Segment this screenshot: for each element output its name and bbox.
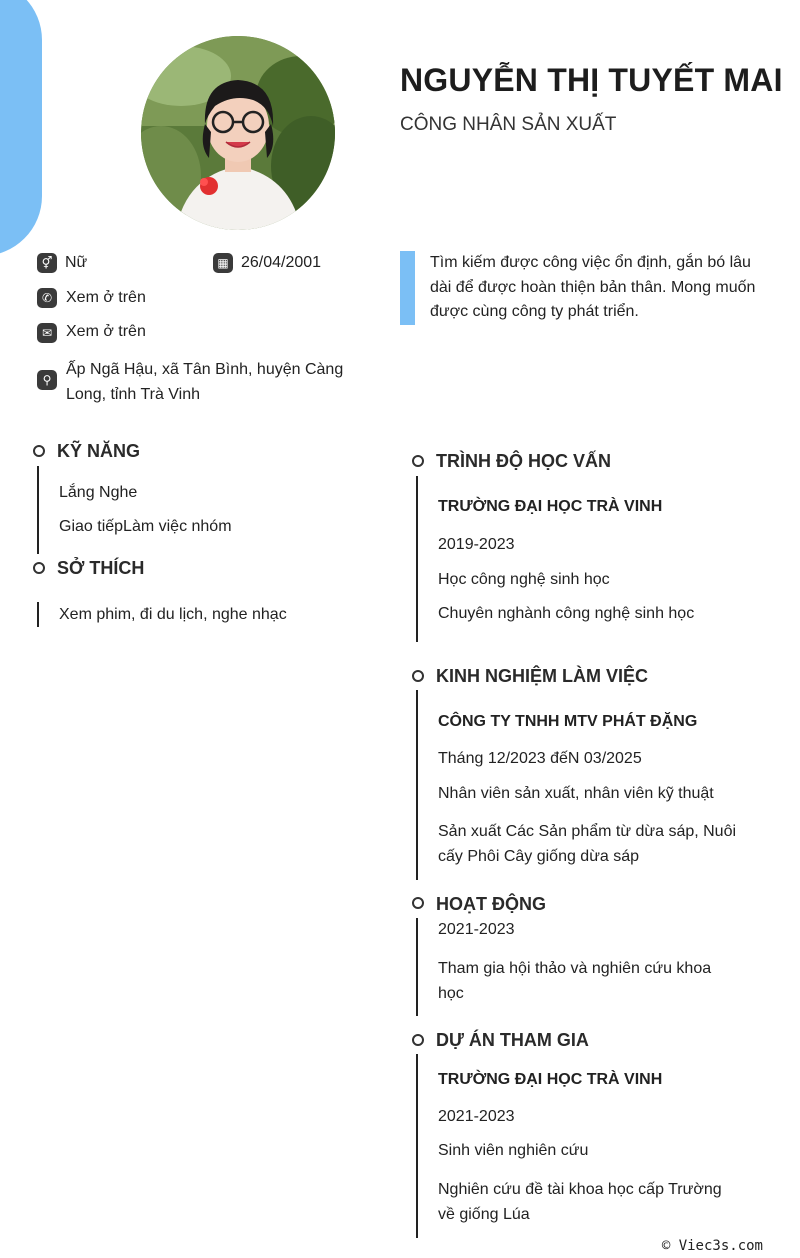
objective-line-3: được cùng công ty phát triển.	[430, 303, 639, 320]
activities-timeline-line	[416, 918, 418, 1016]
objective-line-2: dài để được hoàn thiện bản thân. Mong muốn	[430, 278, 756, 296]
education-detail: Chuyên nghành công nghệ sinh học	[438, 605, 695, 622]
hobbies-title: SỞ THÍCH	[57, 558, 145, 578]
candidate-role: CÔNG NHÂN SẢN XUẤT	[400, 114, 617, 135]
experience-company: CÔNG TY TNHH MTV PHÁT ĐẶNG	[438, 713, 698, 730]
experience-period: Tháng 12/2023 đếN 03/2025	[438, 750, 642, 767]
hobbies-timeline-line	[37, 602, 39, 627]
hobbies-text: Xem phim, đi du lịch, nghe nhạc	[59, 606, 287, 623]
projects-description	[438, 1177, 722, 1227]
projects-section-marker	[412, 1034, 424, 1046]
candidate-name: NGUYỄN THỊ TUYẾT MAI	[400, 62, 783, 98]
projects-title: DỰ ÁN THAM GIA	[436, 1030, 589, 1050]
education-period: 2019-2023	[438, 536, 515, 553]
experience-position: Nhân viên sản xuất, nhân viên kỹ thuật	[438, 785, 714, 802]
skills-section-marker	[33, 445, 45, 457]
calendar-icon: ▦	[213, 253, 233, 273]
skills-title: KỸ NĂNG	[57, 441, 141, 461]
email-icon: ✉	[37, 323, 57, 343]
activities-desc-line-1: Tham gia hội thảo và nghiên cứu khoa	[438, 960, 712, 977]
phone-text: Xem ở trên	[66, 289, 146, 306]
education-timeline-line	[416, 476, 418, 642]
skill-item: Lắng Nghe	[59, 484, 138, 501]
experience-description	[438, 819, 736, 869]
address-line-2: Long, tỉnh Trà Vinh	[66, 385, 201, 403]
career-objective	[430, 251, 785, 325]
projects-period: 2021-2023	[438, 1108, 515, 1125]
watermark: © Viec3s.com	[661, 1238, 763, 1254]
phone-icon: ✆	[37, 288, 57, 308]
projects-org: TRƯỜNG ĐẠI HỌC TRÀ VINH	[438, 1071, 663, 1088]
projects-desc-line-1: Nghiên cứu đề tài khoa học cấp Trường	[438, 1181, 722, 1198]
activities-period: 2021-2023	[438, 921, 515, 938]
experience-section-marker	[412, 670, 424, 682]
experience-desc-line-1: Sản xuất Các Sản phẩm từ dừa sáp, Nuôi	[438, 823, 737, 840]
projects-timeline-line	[416, 1054, 418, 1238]
dob-text: 26/04/2001	[241, 254, 322, 271]
location-icon: ⚲	[37, 370, 57, 390]
education-title: TRÌNH ĐỘ HỌC VẤN	[436, 451, 611, 471]
gender-text: Nữ	[65, 254, 88, 271]
objective-accent-bar	[400, 251, 415, 325]
activities-title: HOẠT ĐỘNG	[436, 894, 546, 914]
address-text	[66, 358, 343, 407]
activities-description	[438, 956, 711, 1006]
decorative-accent-shape	[0, 0, 42, 256]
email-text: Xem ở trên	[66, 323, 146, 340]
address-line-1: Ấp Ngã Hậu, xã Tân Bình, huyện Càng	[66, 361, 344, 378]
education-section-marker	[412, 455, 424, 467]
skills-timeline-line	[37, 466, 39, 554]
skill-item: Giao tiếpLàm việc nhóm	[59, 518, 232, 535]
experience-desc-line-2: cấy Phôi Cây giống dừa sáp	[438, 848, 640, 865]
gender-icon: ⚥	[37, 253, 57, 273]
education-major: Học công nghệ sinh học	[438, 571, 610, 588]
experience-timeline-line	[416, 690, 418, 880]
activities-desc-line-2: học	[438, 985, 464, 1002]
hobbies-section-marker	[33, 562, 45, 574]
projects-desc-line-2: về giống Lúa	[438, 1206, 530, 1223]
projects-role: Sinh viên nghiên cứu	[438, 1142, 589, 1159]
education-school: TRƯỜNG ĐẠI HỌC TRÀ VINH	[438, 498, 663, 515]
objective-line-1: Tìm kiếm được công việc ổn định, gắn bó lâu	[430, 254, 751, 271]
experience-title: KINH NGHIỆM LÀM VIỆC	[436, 666, 649, 686]
profile-photo	[141, 36, 335, 230]
activities-section-marker	[412, 897, 424, 909]
